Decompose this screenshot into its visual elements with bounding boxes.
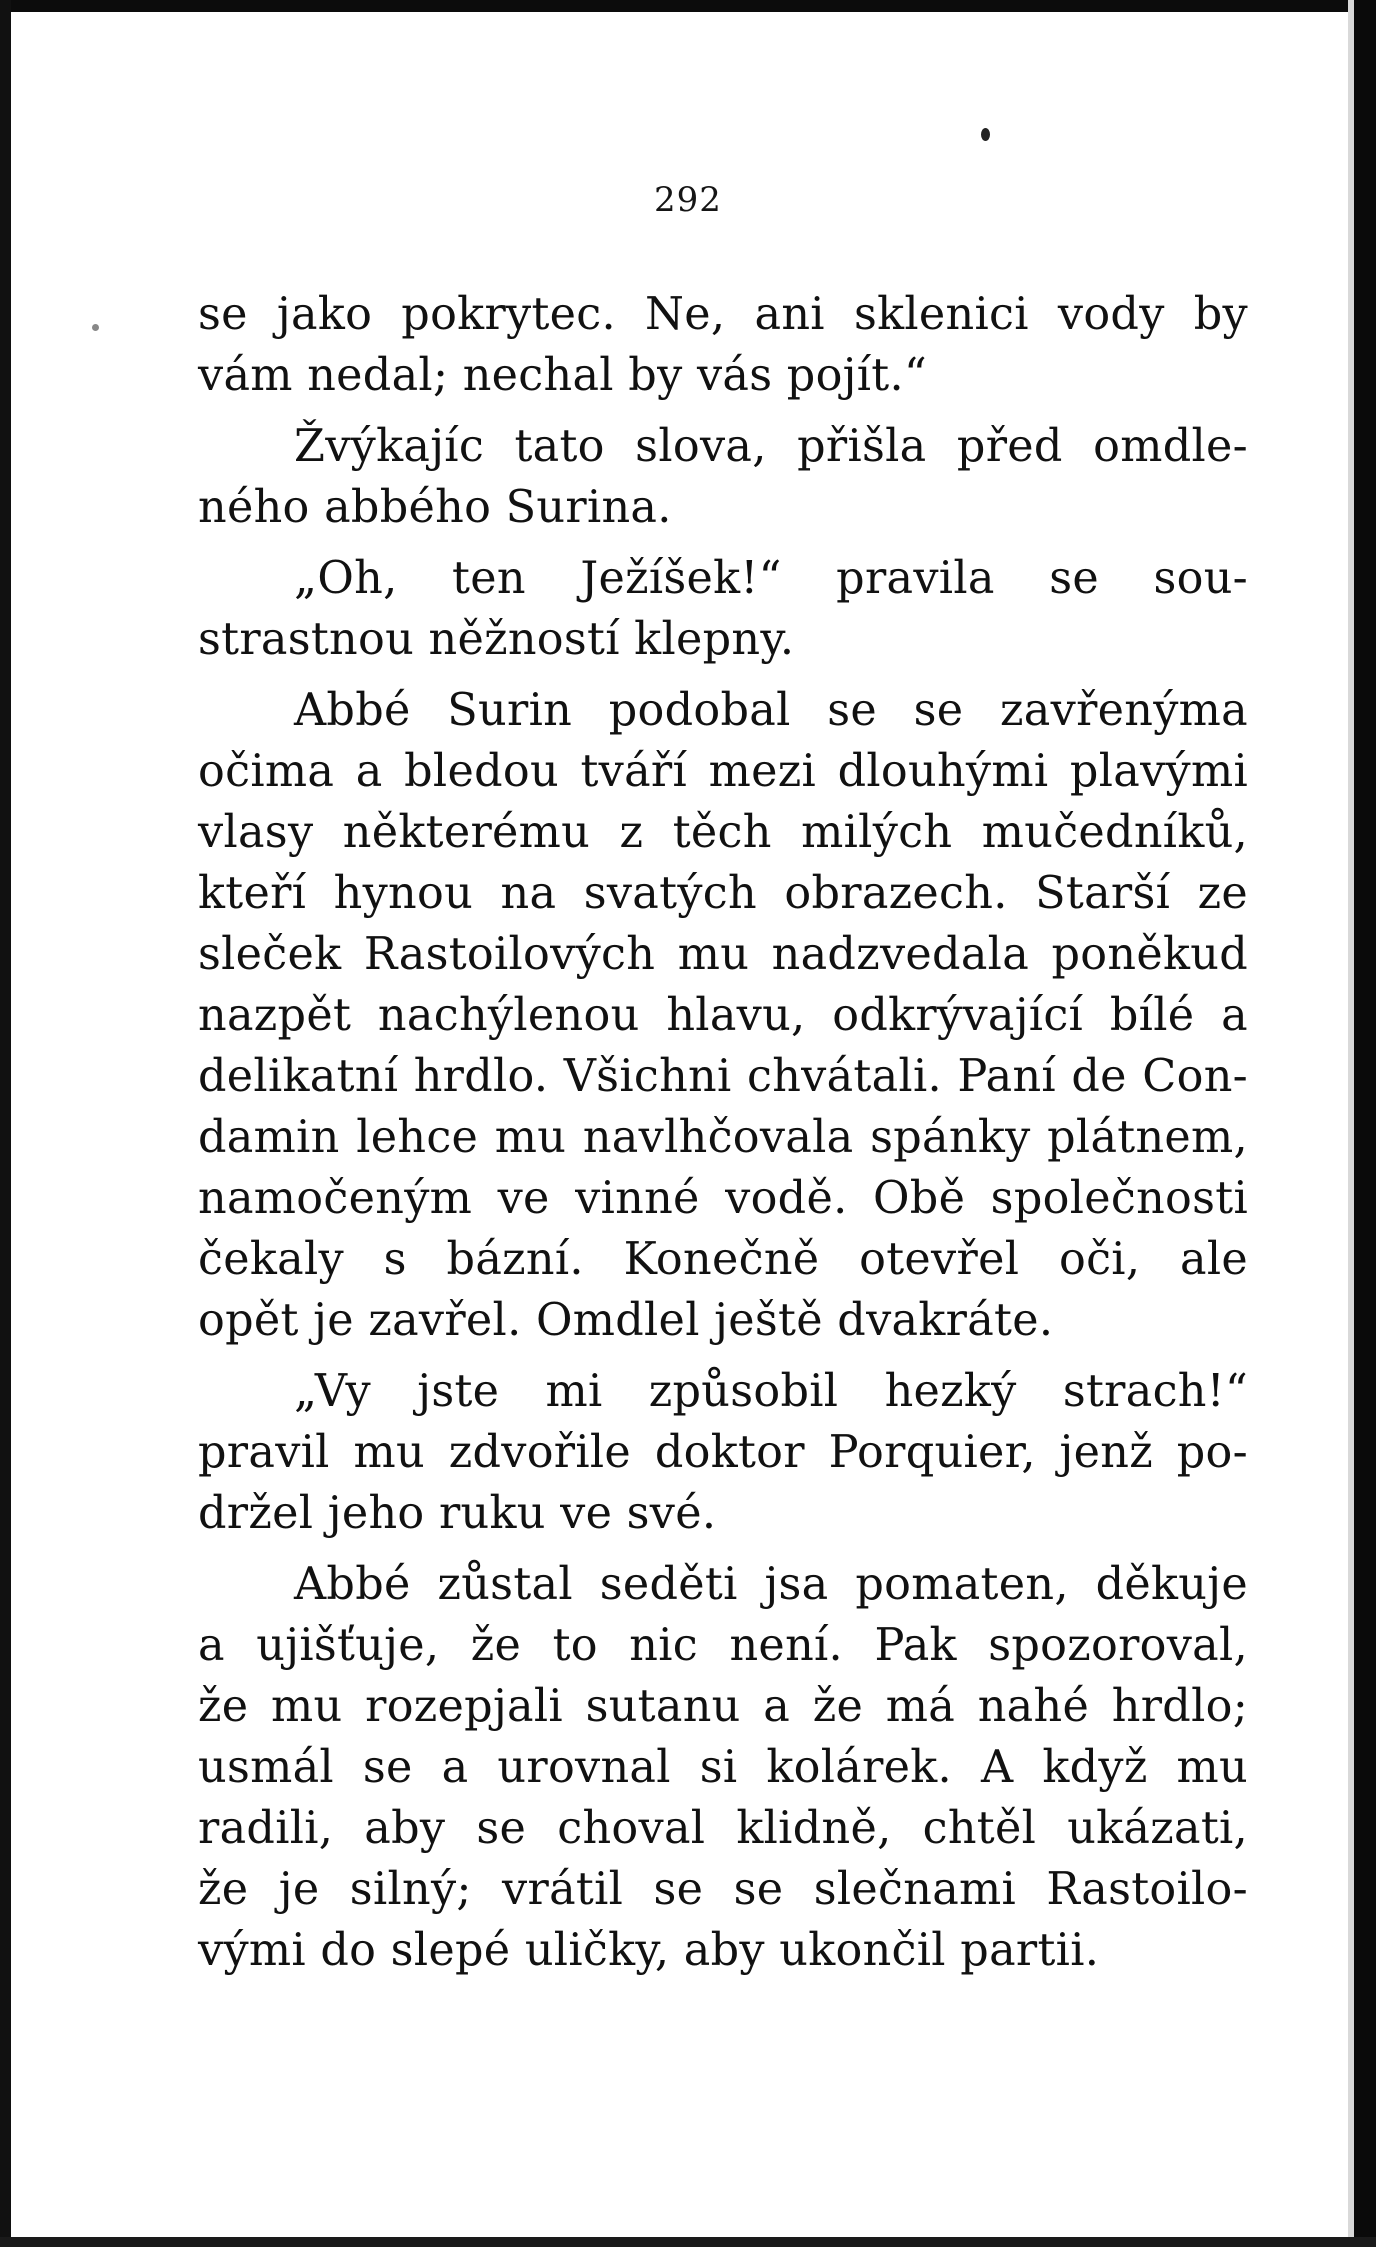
text-line: usmál se a urovnal si kolárek. A když mu — [198, 1742, 1248, 1793]
paragraph — [198, 416, 1248, 538]
text-line: damin lehce mu navlhčovala spánky plátnem, — [198, 1112, 1248, 1163]
body-text — [198, 284, 1248, 1991]
scan-border-bottom — [0, 2237, 1376, 2247]
text-line: nazpět nachýlenou hlavu, odkrývající bílé a — [198, 990, 1248, 1041]
paragraph — [198, 680, 1248, 1351]
ink-speck — [981, 128, 990, 141]
text-line: strastnou něžností klepny. — [198, 614, 795, 665]
paragraph — [198, 548, 1248, 670]
text-line: očima a bledou tváří mezi dlouhými plavými — [198, 746, 1248, 797]
paragraph — [198, 284, 1248, 406]
scan-border-right — [1354, 0, 1376, 2247]
text-line: vými do slepé uličky, aby ukončil partii. — [198, 1925, 1100, 1976]
text-line: se jako pokrytec. Ne, ani sklenici vody by — [198, 289, 1248, 340]
text-line: „Vy jste mi způsobil hezký strach!“ — [294, 1366, 1248, 1417]
text-line: Abbé Surin podobal se se zavřenýma — [294, 685, 1248, 736]
text-line: namočeným ve vinné vodě. Obě společnosti — [198, 1173, 1248, 1224]
text-line: čekaly s bázní. Konečně otevřel oči, ale — [198, 1234, 1248, 1285]
text-line: vám nedal; nechal by vás pojít.“ — [198, 350, 927, 401]
text-line: že je silný; vrátil se se slečnami Rastoilo- — [198, 1864, 1248, 1915]
ink-speck — [92, 324, 99, 331]
text-line: Žvýkajíc tato slova, přišla před omdle- — [294, 421, 1248, 472]
text-line: kteří hynou na svatých obrazech. Starší ze — [198, 868, 1248, 919]
text-line: pravil mu zdvořile doktor Porquier, jenž po- — [198, 1427, 1248, 1478]
scan-border-left — [0, 0, 11, 2247]
text-line: delikatní hrdlo. Všichni chvátali. Paní de Con- — [198, 1051, 1248, 1102]
text-line: radili, aby se choval klidně, chtěl ukázati, — [198, 1803, 1248, 1854]
text-line: ného abbého Surina. — [198, 482, 672, 533]
text-line: Abbé zůstal seděti jsa pomaten, děkuje — [294, 1559, 1248, 1610]
text-line: „Oh, ten Ježíšek!“ pravila se sou- — [294, 553, 1248, 604]
paragraph — [198, 1554, 1248, 1981]
text-line: a ujišťuje, že to nic není. Pak spozoroval, — [198, 1620, 1248, 1671]
text-line: sleček Rastoilových mu nadzvedala poněkud — [198, 929, 1248, 980]
text-line: že mu rozepjali sutanu a že má nahé hrdlo; — [198, 1681, 1248, 1732]
paragraph — [198, 1361, 1248, 1544]
text-line: vlasy některému z těch milých mučedníků, — [198, 807, 1248, 858]
scan-border-top — [0, 0, 1376, 12]
page-number: 292 — [654, 180, 722, 220]
text-line: opět je zavřel. Omdlel ještě dvakráte. — [198, 1295, 1054, 1346]
text-line: držel jeho ruku ve své. — [198, 1488, 717, 1539]
